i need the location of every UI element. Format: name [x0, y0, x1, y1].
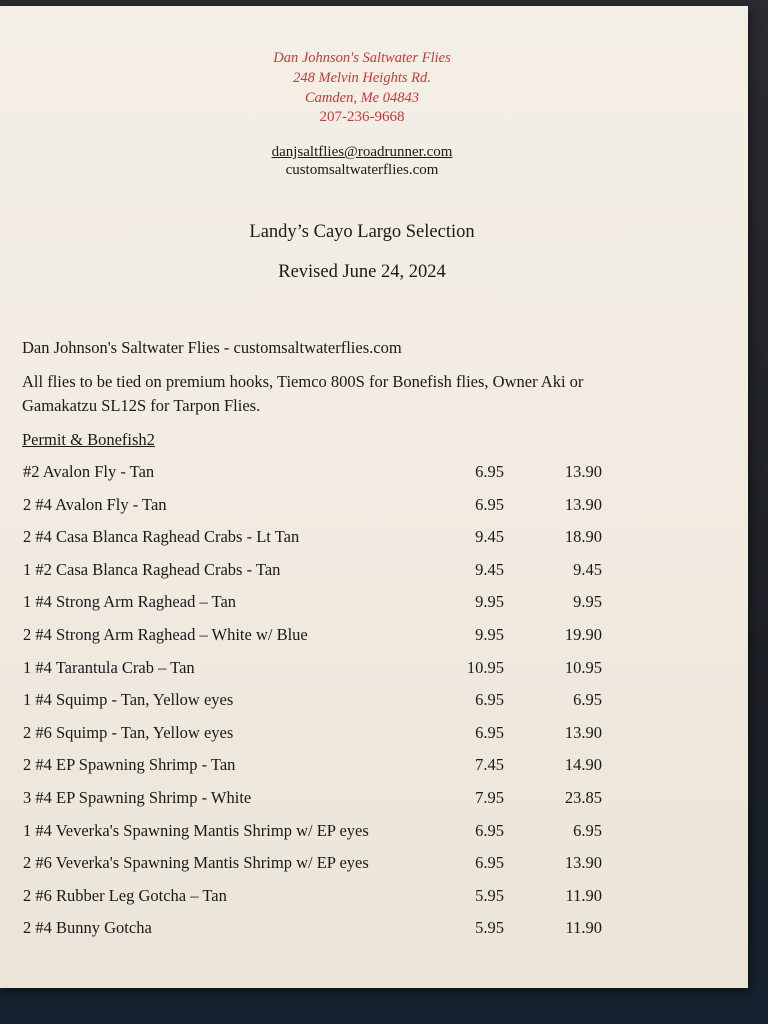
item-description: 2 #4 Avalon Fly - Tan	[23, 494, 167, 514]
item-line-total: 6.95	[573, 690, 602, 710]
item-unit-price: 6.95	[475, 690, 504, 710]
letterhead-phone: 207-236-9668	[319, 109, 405, 125]
item-unit-price: 7.95	[475, 788, 504, 807]
section-heading: Permit & Bonefish2	[22, 430, 155, 449]
item-unit-price: 6.95	[475, 820, 504, 840]
item-unit-price: 10.95	[466, 657, 504, 677]
document-title: Landy’s Cayo Largo Selection	[249, 222, 475, 242]
item-description: 2 #4 Casa Blanca Raghead Crabs - Lt Tan	[23, 527, 300, 547]
item-unit-price: 5.95	[475, 918, 504, 938]
letterhead-name: Dan Johnson's Saltwater Flies	[273, 50, 451, 66]
hook-note-line-1: All flies to be tied on premium hooks, Tiemco 800S for Bonefish flies, Owner Aki or	[22, 372, 584, 391]
item-description: 2 #6 Rubber Leg Gotcha – Tan	[23, 885, 227, 905]
item-line-total: 23.85	[564, 788, 602, 807]
item-description: 2 #6 Squimp - Tan, Yellow eyes	[23, 722, 234, 742]
item-line-total: 13.90	[564, 722, 602, 742]
item-description: 2 #4 Bunny Gotcha	[23, 918, 152, 938]
item-unit-price: 6.95	[475, 722, 504, 742]
contact-email: danjsaltflies@roadrunner.com	[271, 144, 453, 160]
list-item	[0, 560, 748, 586]
item-description: 1 #4 Tarantula Crab – Tan	[23, 657, 195, 677]
item-unit-price: 6.95	[475, 853, 504, 873]
item-unit-price: 6.95	[475, 494, 504, 514]
list-item	[0, 658, 748, 684]
list-item	[0, 527, 748, 553]
letterhead-city: Camden, Me 04843	[305, 90, 419, 106]
item-description: 1 #4 Strong Arm Raghead – Tan	[23, 592, 237, 612]
item-description: 1 #4 Veverka's Spawning Mantis Shrimp w/ EP eyes	[23, 820, 369, 840]
item-unit-price: 7.45	[475, 755, 504, 775]
list-item	[0, 592, 748, 618]
item-line-total: 9.95	[573, 592, 602, 612]
item-description: 2 #4 EP Spawning Shrimp - Tan	[23, 755, 236, 775]
list-item	[0, 886, 748, 912]
list-item	[0, 788, 748, 814]
item-line-total: 19.90	[564, 625, 602, 644]
item-line-total: 10.95	[564, 657, 602, 677]
list-item	[0, 853, 748, 879]
revised-date: Revised June 24, 2024	[278, 262, 446, 282]
item-unit-price: 5.95	[475, 885, 504, 905]
item-line-total: 11.90	[565, 885, 602, 905]
item-unit-price: 6.95	[475, 462, 504, 481]
price-list-document	[0, 6, 748, 988]
item-unit-price: 9.45	[475, 559, 504, 579]
item-line-total: 9.45	[573, 559, 602, 579]
list-item	[0, 462, 748, 488]
item-line-total: 13.90	[564, 494, 602, 514]
hook-note-line-2: Gamakatzu SL12S for Tarpon Flies.	[22, 396, 261, 415]
list-item	[0, 625, 748, 651]
intro-line: Dan Johnson's Saltwater Flies - customsaltwaterflies.com	[22, 338, 402, 357]
item-line-total: 13.90	[564, 853, 602, 873]
item-description: 1 #4 Squimp - Tan, Yellow eyes	[23, 690, 234, 710]
item-line-total: 14.90	[564, 755, 602, 775]
item-description: #2 Avalon Fly - Tan	[23, 462, 155, 481]
list-item	[0, 755, 748, 781]
contact-website: customsaltwaterflies.com	[285, 162, 439, 178]
item-line-total: 18.90	[564, 527, 602, 547]
item-unit-price: 9.95	[475, 592, 504, 612]
list-item	[0, 821, 748, 847]
item-unit-price: 9.45	[475, 527, 504, 547]
list-item	[0, 918, 748, 944]
item-line-total: 6.95	[573, 820, 602, 840]
list-item	[0, 495, 748, 521]
item-line-total: 11.90	[565, 918, 602, 938]
item-description: 3 #4 EP Spawning Shrimp - White	[23, 788, 252, 807]
item-description: 1 #2 Casa Blanca Raghead Crabs - Tan	[23, 559, 281, 579]
item-description: 2 #4 Strong Arm Raghead – White w/ Blue	[23, 625, 308, 644]
item-line-total: 13.90	[564, 462, 602, 481]
item-unit-price: 9.95	[475, 625, 504, 644]
item-description: 2 #6 Veverka's Spawning Mantis Shrimp w/ EP eyes	[23, 853, 369, 873]
list-item	[0, 690, 748, 716]
letterhead-street: 248 Melvin Heights Rd.	[293, 70, 431, 86]
list-item	[0, 723, 748, 749]
